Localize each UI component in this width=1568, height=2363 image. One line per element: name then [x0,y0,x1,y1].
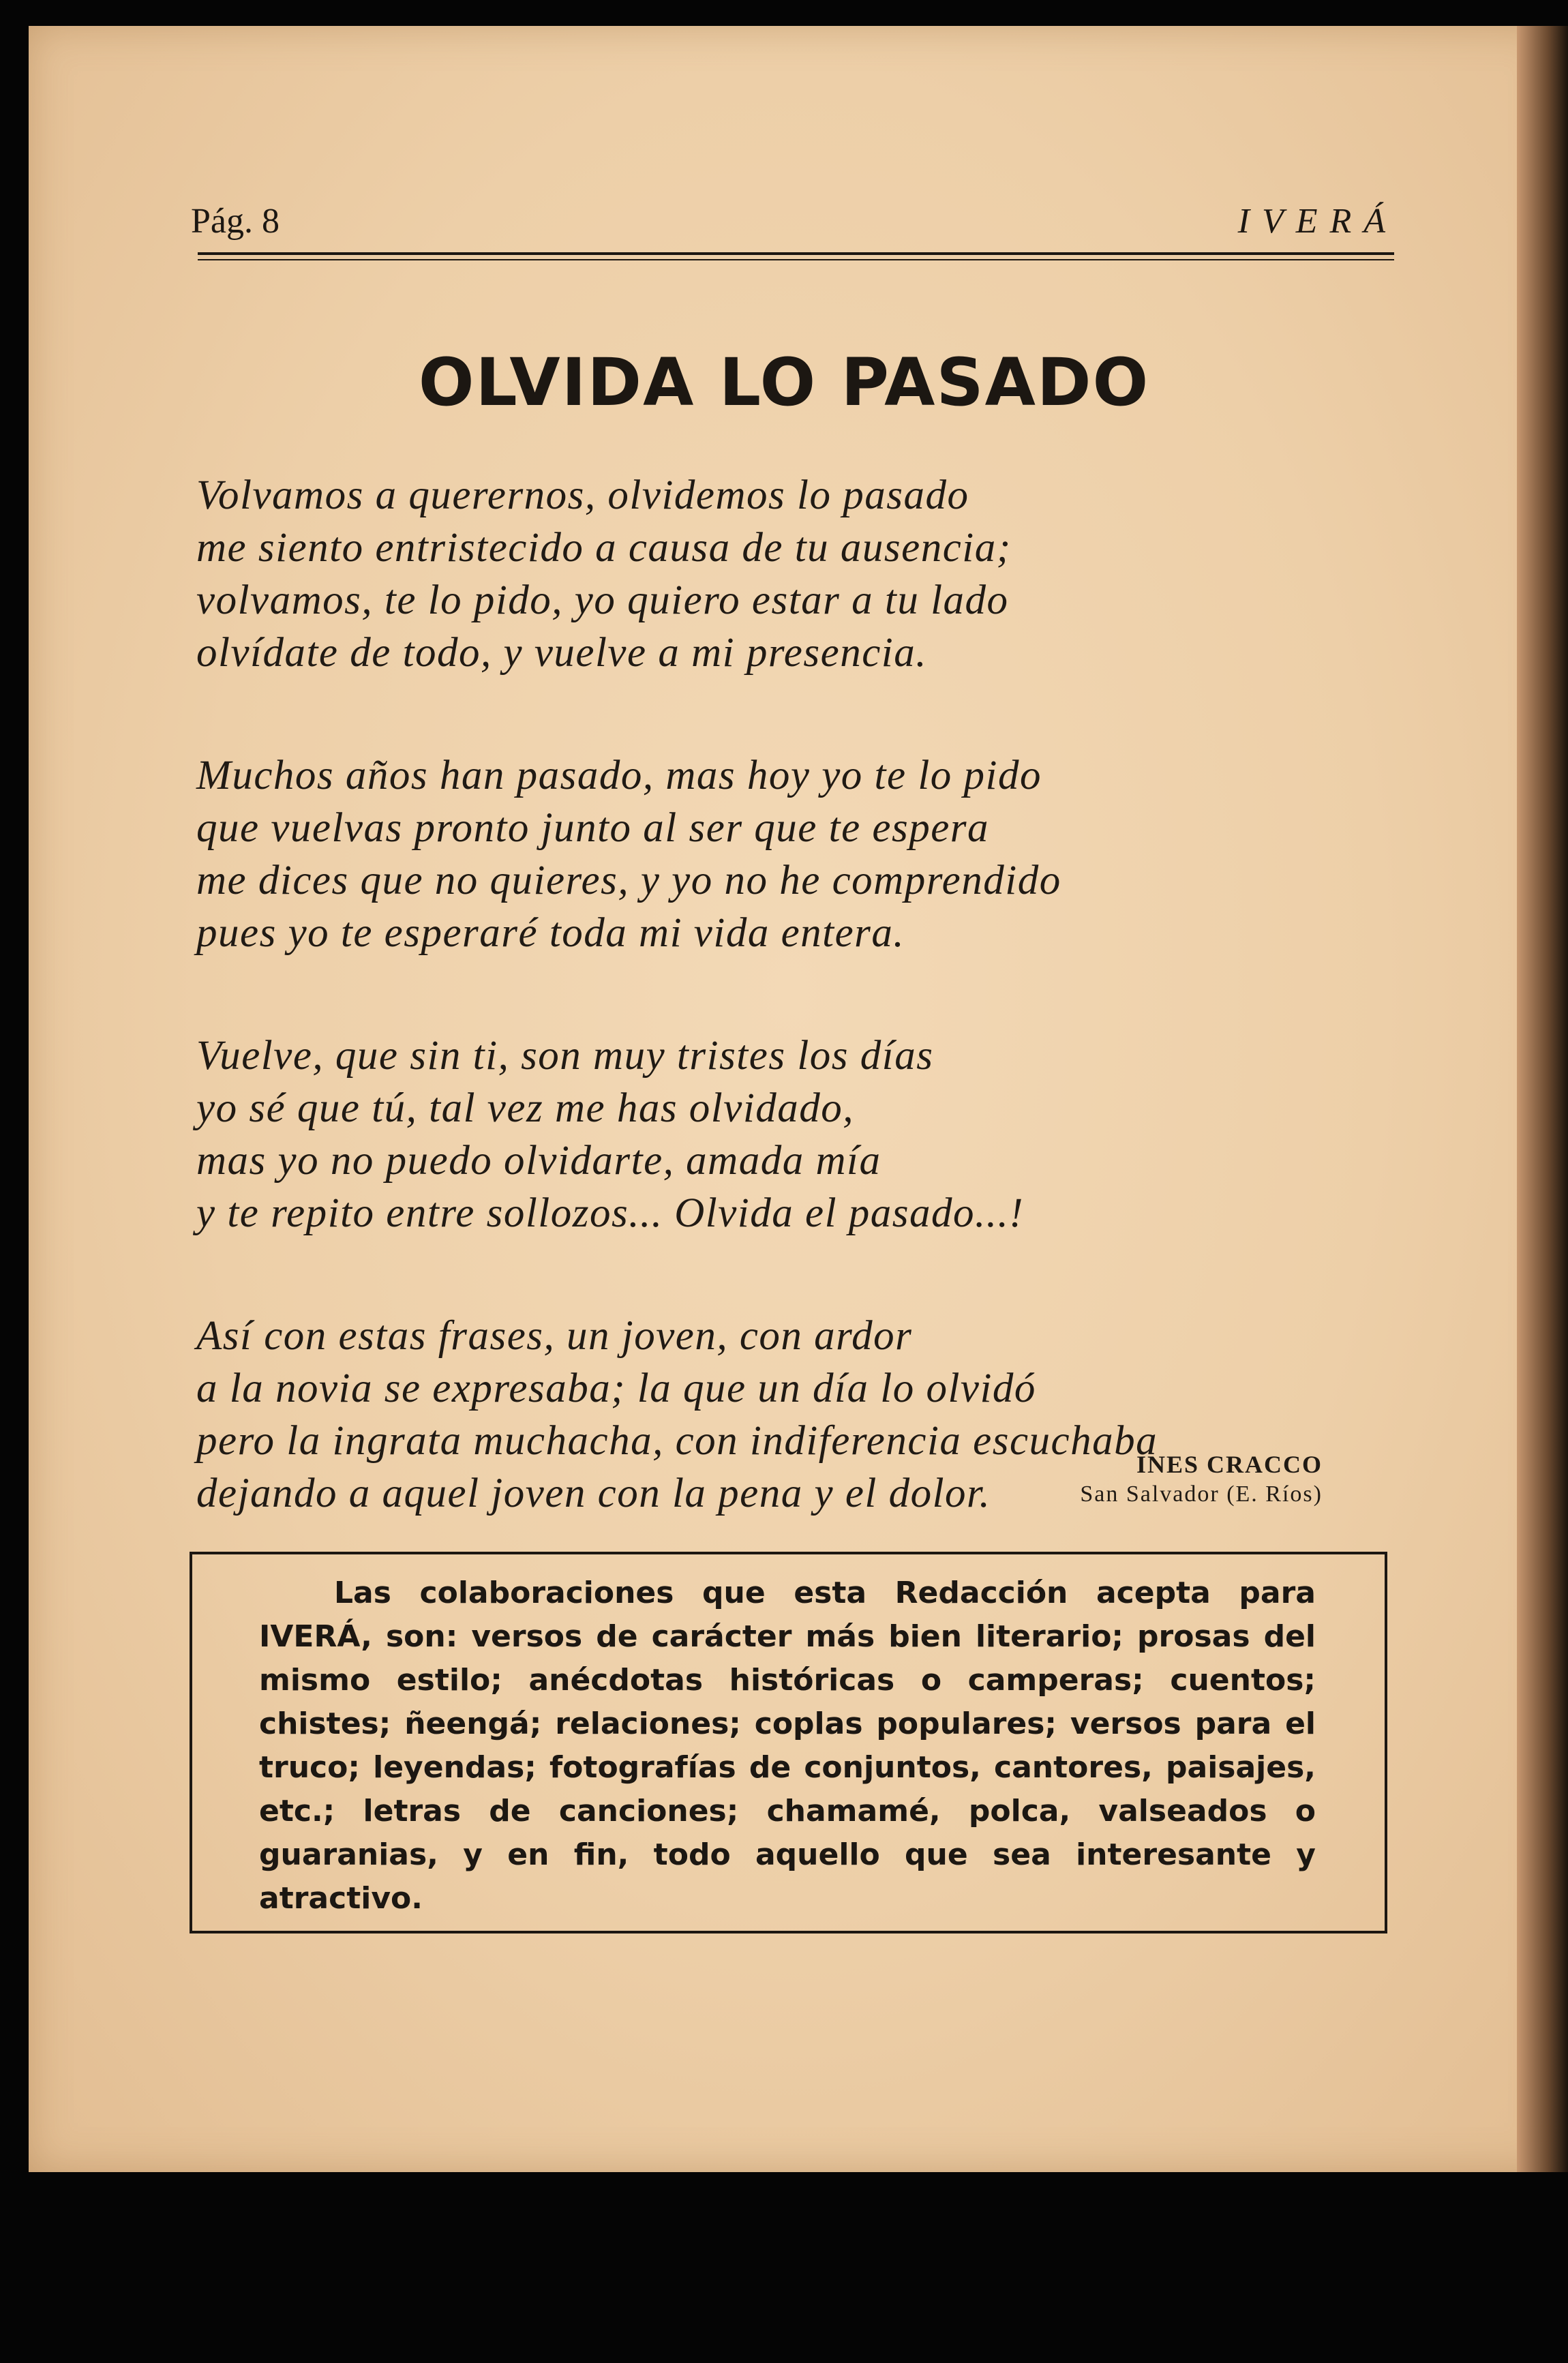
poem-line: Así con estas frases, un joven, con ardor [196,1313,913,1359]
poem-line: me dices que no quieres, y yo no he comprendido [196,858,1061,903]
author-name: INES CRACCO [1136,1451,1323,1478]
author-place: San Salvador (E. Ríos) [1080,1481,1323,1507]
poem-stanza [196,1029,1355,1239]
poem-line: que vuelvas pronto junto al ser que te espera [196,805,990,851]
poem-line: dejando a aquel joven con la pena y el dolor. [196,1471,991,1516]
poem-line: pues yo te esperaré toda mi vida entera. [196,910,905,956]
poem-line: Vuelve, que sin ti, son muy tristes los días [196,1033,934,1079]
poem-author [1080,1449,1323,1509]
poem-line: Muchos años han pasado, mas hoy yo te lo pido [196,753,1042,798]
poem-body [196,469,1355,1590]
poem-line: Volvamos a querernos, olvidemos lo pasado [196,472,969,518]
journal-name: IVERÁ [1237,202,1398,241]
poem-line: y te repito entre sollozos... Olvida el pasado...! [196,1190,1025,1236]
poem-line: yo sé que tú, tal vez me has olvidado, [196,1085,855,1131]
poem-line: pero la ingrata muchacha, con indiferencia escuchaba [196,1418,1158,1464]
poem-title: OLVIDA LO PASADO [418,344,1150,421]
poem-line: olvídate de todo, y vuelve a mi presencia. [196,630,927,676]
poem-line: mas yo no puedo olvidarte, amada mía [196,1138,881,1184]
header-rule-top [198,252,1394,255]
header-rule-bottom [198,259,1394,260]
page-header [164,201,1398,249]
notice-paragraph: Las colaboraciones que esta Redacción acepta para IVERÁ, son: versos de carácter más bien literario; prosas del mismo estilo; anécdotas históricas o camperas; cuentos; chistes; ñeengá; relaciones; coplas populares; versos para el truco; leyendas; fotografías de conjuntos, cantores, paisajes, etc.; letras de canciones; chamamé, polca, valseados o guaranias, y en fin, todo aquello que sea interesante y atractivo. [259,1576,1316,1916]
poem-line: me siento entristecido a causa de tu ausencia; [196,525,1012,571]
poem-line: a la novia se expresaba; la que un día lo olvidó [196,1366,1036,1411]
notice-text [259,1571,1316,1921]
poem-stanza [196,469,1355,679]
poem-stanza [196,749,1355,959]
page-number: Pág. 8 [191,202,280,241]
poem-line: volvamos, te lo pido, yo quiero estar a tu lado [196,577,1009,623]
